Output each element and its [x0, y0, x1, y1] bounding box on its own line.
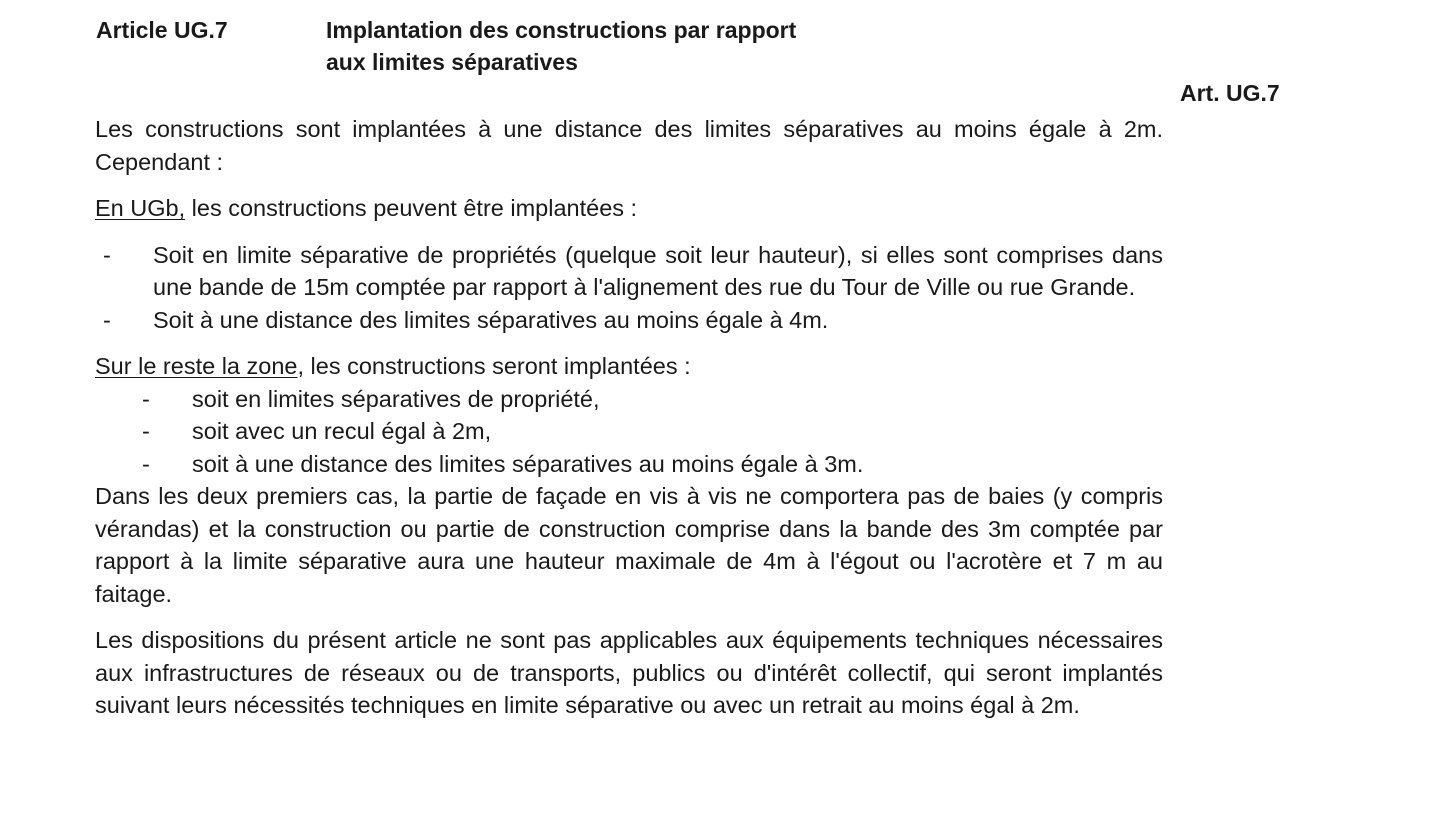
article-title-line-2: aux limites séparatives [326, 49, 578, 75]
ugb-list-item [95, 239, 1163, 304]
rest-zone-lead-underlined: Sur le reste la zone [95, 353, 298, 379]
rest-zone-list-item [95, 415, 1163, 448]
ugb-list-item-text: Soit en limite séparative de propriétés (quelque soit leur hauteur), si elles sont comprises dans une bande de 15m comptée par rapport à l'alignement des rue du Tour de Ville ou rue Grande. [153, 241, 1163, 300]
rest-zone-list-item-text: soit avec un recul égal à 2m, [192, 418, 492, 444]
ugb-list [95, 239, 1163, 337]
intro-paragraph: Les constructions sont implantées à une distance des limites séparatives au moins égale à 2m. Cependant : [95, 116, 1163, 175]
dash-bullet: - [103, 306, 111, 333]
dash-bullet: - [142, 450, 150, 477]
margin-article-reference: Art. UG.7 [1180, 80, 1280, 106]
ugb-lead-underlined: En UGb, [95, 195, 186, 221]
rest-zone-lead [95, 350, 1163, 383]
rest-zone-lead-text: , les constructions seront implantées : [297, 353, 691, 379]
article-body [95, 113, 1163, 722]
rest-zone-list-item-text: soit en limites séparatives de propriété, [192, 385, 600, 412]
article-number: Article UG.7 [96, 17, 228, 43]
ugb-lead [95, 192, 1163, 225]
article-title-line-1: Implantation des constructions par rapport [326, 17, 797, 43]
rest-zone-list-item [95, 448, 1163, 481]
dash-bullet: - [142, 385, 150, 412]
rest-zone-list [95, 383, 1163, 481]
rest-zone-list-item-text: soit à une distance des limites séparatives au moins égale à 3m. [192, 450, 864, 477]
rest-zone-list-item [95, 383, 1163, 416]
dash-bullet: - [142, 418, 150, 444]
article-title [326, 14, 796, 78]
ugb-lead-text: les constructions peuvent être implantées : [185, 195, 638, 221]
ugb-list-item-text: Soit à une distance des limites séparatives au moins égale à 4m. [153, 306, 829, 333]
exceptions-paragraph: Les dispositions du présent article ne sont pas applicables aux équipements techniques nécessaires aux infrastructures de réseaux ou de transports, publics ou d'intérêt collectif, qui seront implantés suivant leurs nécessités techniques en limite séparative ou avec un retrait au moins égal à 2m. [95, 627, 1163, 718]
ugb-list-item [95, 304, 1163, 337]
dash-bullet: - [103, 241, 111, 268]
first-two-cases-paragraph: Dans les deux premiers cas, la partie de façade en vis à vis ne comportera pas de baies (y compris vérandas) et la construction ou partie de construction comprise dans la bande des 3m comptée par rapport à la limite séparative aura une hauteur maximale de 4m à l'égout ou l'acrotère et 7 m au faitage. [95, 483, 1163, 607]
